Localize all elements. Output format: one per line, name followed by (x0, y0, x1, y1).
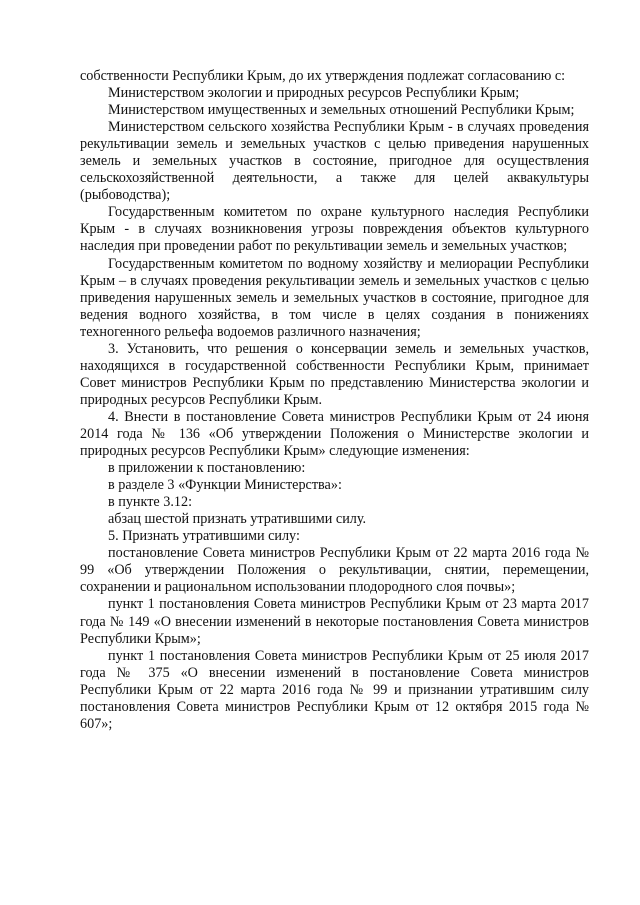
paragraph: 5. Признать утратившими силу: (108, 528, 300, 545)
document-body (80, 68, 589, 733)
paragraph: 3. Установить, что решения о консервации земель и земельных участков, находящихся в государственной собственности Республики Крым, принимает Совет министров Республики Крым по представлению Министерства экологии и природных ресурсов Республики Крым. (80, 340, 589, 408)
paragraph: Государственным комитетом по водному хозяйству и мелиорации Республики Крым – в случаях проведения рекультивации земель и земельных участков с целью приведения нарушенных земель и земельных участков в состояние, пригодное для ведения водного хозяйства, в том числе в целях создания в понижениях техногенного рельефа водоемов различного назначения; (80, 255, 589, 340)
paragraph: пункт 1 постановления Совета министров Республики Крым от 23 марта 2017 года № 149 «О внесении изменений в некоторые постановления Совета министров Республики Крым»; (80, 596, 589, 647)
paragraph: в пункте 3.12: (108, 494, 193, 511)
paragraph: Министерством имущественных и земельных отношений Республики Крым; (108, 102, 575, 119)
paragraph: в разделе 3 «Функции Министерства»: (108, 477, 342, 494)
paragraph: 4. Внести в постановление Совета министров Республики Крым от 24 июня 2014 года № 136 «Об утверждении Положения о Министерстве экологии и природных ресурсов Республики Крым» следующие изменения: (80, 408, 589, 460)
paragraph: собственности Республики Крым, до их утверждения подлежат согласованию с: (80, 68, 566, 84)
paragraph: постановление Совета министров Республики Крым от 22 марта 2016 года № 99 «Об утверждении Положения о рекультивации, снятии, перемещении, сохранении и рациональном использовании плодородного слоя почвы»; (80, 545, 589, 596)
paragraph: в приложении к постановлению: (108, 460, 306, 477)
paragraph: пункт 1 постановления Совета министров Республики Крым от 25 июля 2017 года № 375 «О внесении изменений в постановление Совета министров Республики Крым от 22 марта 2016 года № 99 и признании утратившим силу постановления Совета министров Республики Крым от 12 октября 2015 года № 607»; (80, 647, 589, 732)
paragraph: Министерством экологии и природных ресурсов Республики Крым; (108, 85, 520, 102)
paragraph: Государственным комитетом по охране культурного наследия Республики Крым - в случаях возникновения угрозы повреждения объектов культурного наследия при проведении работ по рекультивации земель и земельных участков; (80, 204, 589, 255)
paragraph: Министерством сельского хозяйства Республики Крым - в случаях проведения рекультивации земель и земельных участков с целью приведения нарушенных земель и земельных участков в состояние, пригодное для осуществления сельскохозяйственной деятельности, а также для целей аквакультуры (рыбоводства); (80, 119, 589, 204)
paragraph: абзац шестой признать утратившими силу. (108, 511, 367, 528)
